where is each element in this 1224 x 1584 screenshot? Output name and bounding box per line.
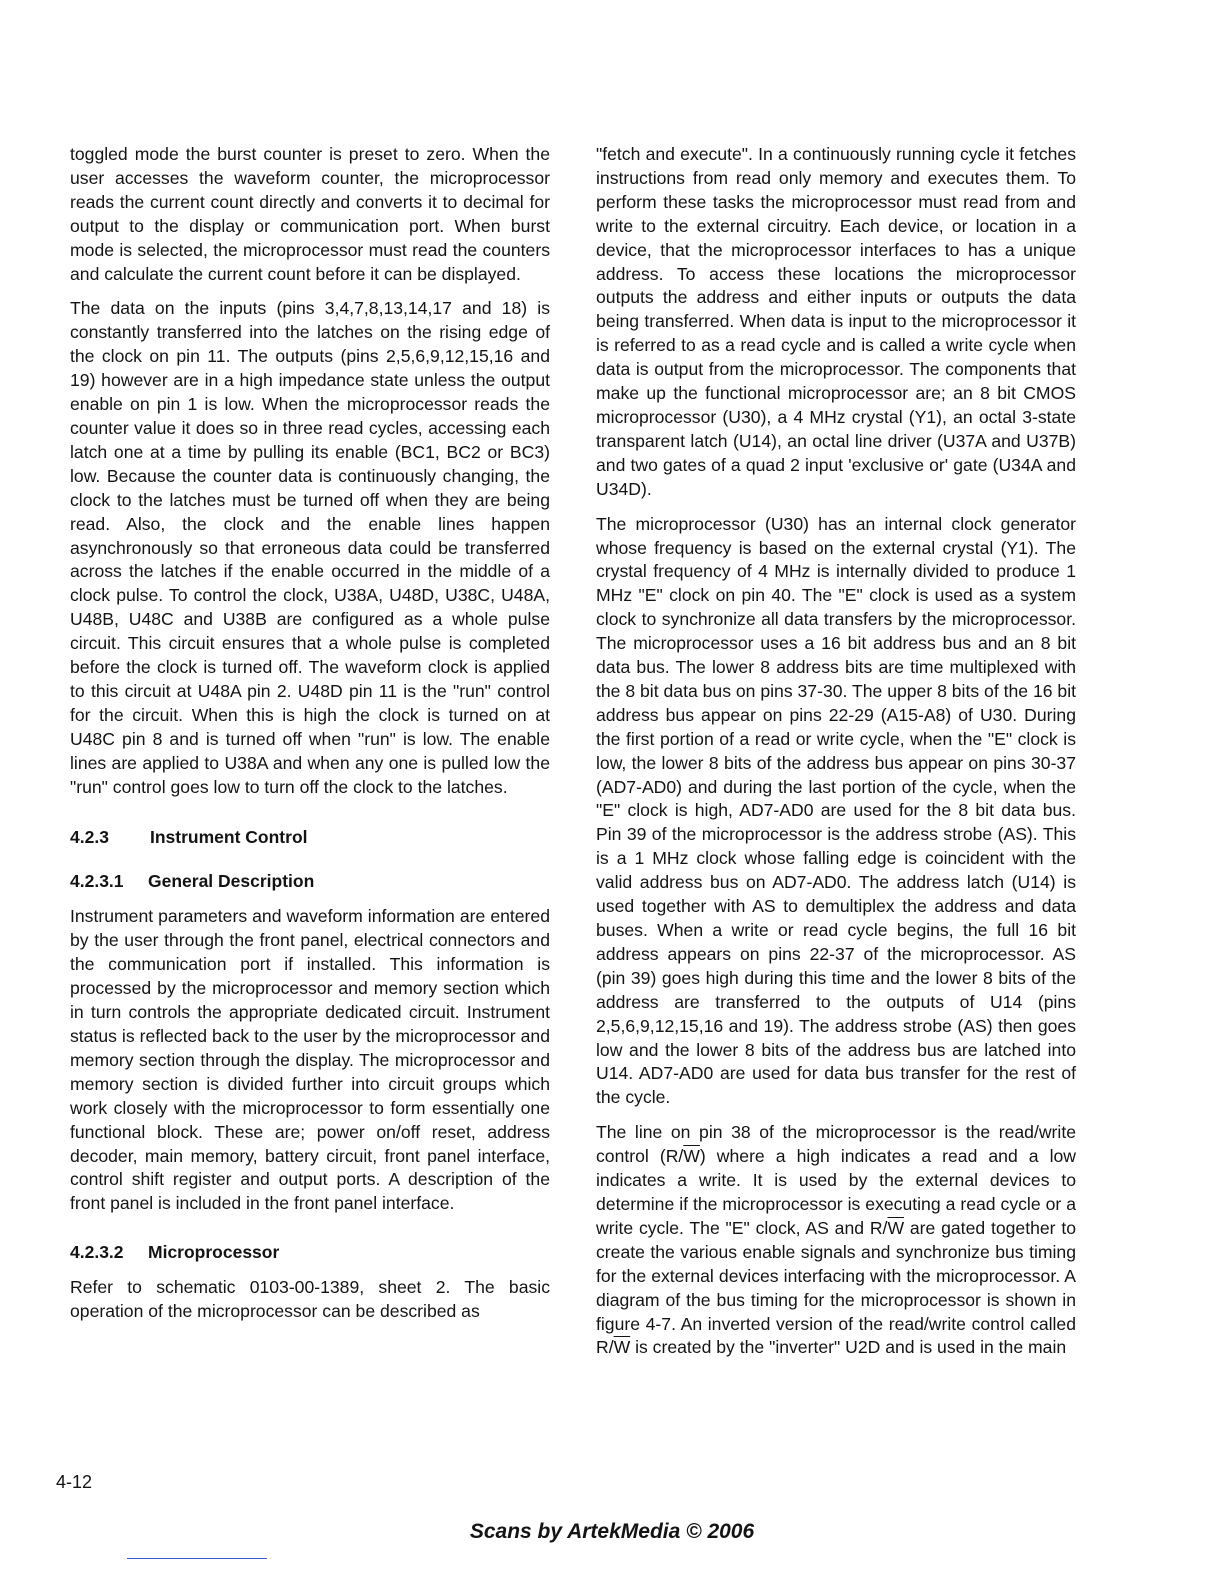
body-paragraph: [596, 1121, 1076, 1360]
footer-rule: [127, 1558, 267, 1559]
body-paragraph: The data on the inputs (pins 3,4,7,8,13,14,17 and 18) is constantly transferred into the latches on the rising edge of the clock on pin 11. The outputs (pins 2,5,6,9,12,15,16 and 19) however are in a high impedance state unless the output enable on pin 1 is low. When the microprocessor reads the counter value it does so in three read cycles, accessing each latch one at a time by pulling its enable (BC1, BC2 or BC3) low. Because the counter data is continuously changing, the clock to the latches must be turned off when they are being read. Also, the clock and the enable lines happen asynchronously so that erroneous data could be transferred across the latches if the enable occurred in the middle of a clock pulse. To control the clock, U38A, U48D, U38C, U48A, U48B, U48C and U38B are configured as a whole pulse circuit. This circuit ensures that a whole pulse is completed before the clock is turned off. The waveform clock is applied to this circuit at U48A pin 2. U48D pin 11 is the "run" control for the circuit. When this is high the clock is turned on at U48C pin 8 and is turned off when "run" is low. The enable lines are applied to U38A and when any one is pulled low the "run" control goes low to turn off the clock to the latches.: [70, 298, 550, 797]
section-number: 4.2.3.1: [70, 871, 124, 892]
section-title: Microprocessor: [148, 1242, 280, 1263]
body-paragraph: The microprocessor (U30) has an internal clock generator whose frequency is based on the external crystal (Y1). The crystal frequency of 4 MHz is internally divided to produce 1 MHz "E" clock on pin 40. The "E" clock is used as a system clock to synchronize all data transfers by the microprocessor. The microprocessor uses a 16 bit address bus and an 8 bit data bus. The lower 8 address bits are time multiplexed with the 8 bit data bus on pins 37-30. The upper 8 bits of the 16 bit address bus appear on pins 22-29 (A15-A8) of U30. During the first portion of a read or write cycle, when the "E" clock is low, the lower 8 bits of the address bus appear on pins 30-37 (AD7-AD0) and during the last portion of the cycle, when the "E" clock is high, AD7-AD0 are used for the 8 bit data bus. Pin 39 of the microprocessor is the address strobe (AS). This is a 1 MHz clock whose falling edge is coincident with the valid address bus on AD7-AD0. The address latch (U14) is used together with AS to demultiplex the address and data buses. When a write or read cycle begins, the full 16 bit address appears on pins 22-37 of the microprocessor. AS (pin 39) goes high during this time and the lower 8 bits of the address are transferred to the outputs of U14 (pins 2,5,6,9,12,15,16 and 19). The address strobe (AS) then goes low and the lower 8 bits of the address bus are latched into U14. AD7-AD0 are used for data bus transfer for the rest of the cycle.: [596, 513, 1076, 1108]
section-title: Instrument Control: [150, 827, 308, 848]
section-heading-4-2-3: [70, 825, 550, 849]
section-heading-4-2-3-1: [70, 869, 550, 893]
body-paragraph: Refer to schematic 0103-00-1389, sheet 2. The basic operation of the microprocessor can be described as: [70, 1277, 550, 1322]
section-title: General Description: [148, 871, 315, 892]
text-run: The line on pin 38 of the microprocessor is the read/write control (R/: [596, 1122, 1076, 1167]
section-heading-4-2-3-2: [70, 1240, 550, 1264]
body-paragraph: Instrument parameters and waveform information are entered by the user through the front panel, electrical connectors and the communication port if installed. This information is processed by the microprocessor and memory section which in turn controls the appropriate dedicated circuit. Instrument status is reflected back to the user by the microprocessor and memory section through the display. The microprocessor and memory section is divided further into circuit groups which work closely with the microprocessor to form essentially one functional block. These are; power on/off reset, address decoder, main memory, battery circuit, front panel interface, control shift register and output ports. A description of the front panel is included in the front panel interface.: [70, 906, 550, 1214]
body-paragraph: toggled mode the burst counter is preset to zero. When the user accesses the waveform counter, the microprocessor reads the current count directly and converts it to decimal for output to the display or communication port. When burst mode is selected, the microprocessor must read the counters and calculate the current count before it can be displayed.: [70, 144, 550, 284]
section-number: 4.2.3.2: [70, 1242, 124, 1263]
text-run: is created by the "inverter" U2D and is used in the main: [630, 1337, 1067, 1358]
w-overline: $\overline{W}$: [887, 1217, 905, 1238]
scan-credit: Scans by ArtekMedia © 2006: [469, 1520, 755, 1543]
text-run: ) where a high indicates a read and a low indicates a write. It is used by the external devices to determine if the microprocessor is executing a read cycle or a write cycle. The "E" clock, AS and R/: [596, 1146, 1076, 1238]
page-number: 4-12: [56, 1472, 93, 1492]
section-number: 4.2.3: [70, 827, 109, 848]
left-column: [70, 143, 550, 1335]
w-overline: $\overline{W}$: [613, 1337, 631, 1358]
w-overline: $\overline{W}$: [683, 1146, 700, 1167]
right-column: [596, 143, 1076, 1371]
text-run: are gated together to create the various enable signals and synchronize bus timing for the external devices interfacing with the microprocessor. A diagram of the bus timing for the microprocessor is shown in figure 4-7. An inverted version of the read/write control called R/: [596, 1217, 1076, 1358]
body-paragraph: "fetch and execute". In a continuously running cycle it fetches instructions from read only memory and executes them. To perform these tasks the microprocessor must read from and write to the external circuitry. Each device, or location in a device, that the microprocessor interfaces to has a unique address. To access these locations the microprocessor outputs the address and either inputs or outputs the data being transferred. When data is input to the microprocessor it is referred to as a read cycle and is called a write cycle when data is output from the microprocessor. The components that make up the functional microprocessor are; an 8 bit CMOS microprocessor (U30), a 4 MHz crystal (Y1), an octal 3-state transparent latch (U14), an octal line driver (U37A and U37B) and two gates of a quad 2 input 'exclusive or' gate (U34A and U34D).: [596, 144, 1076, 499]
